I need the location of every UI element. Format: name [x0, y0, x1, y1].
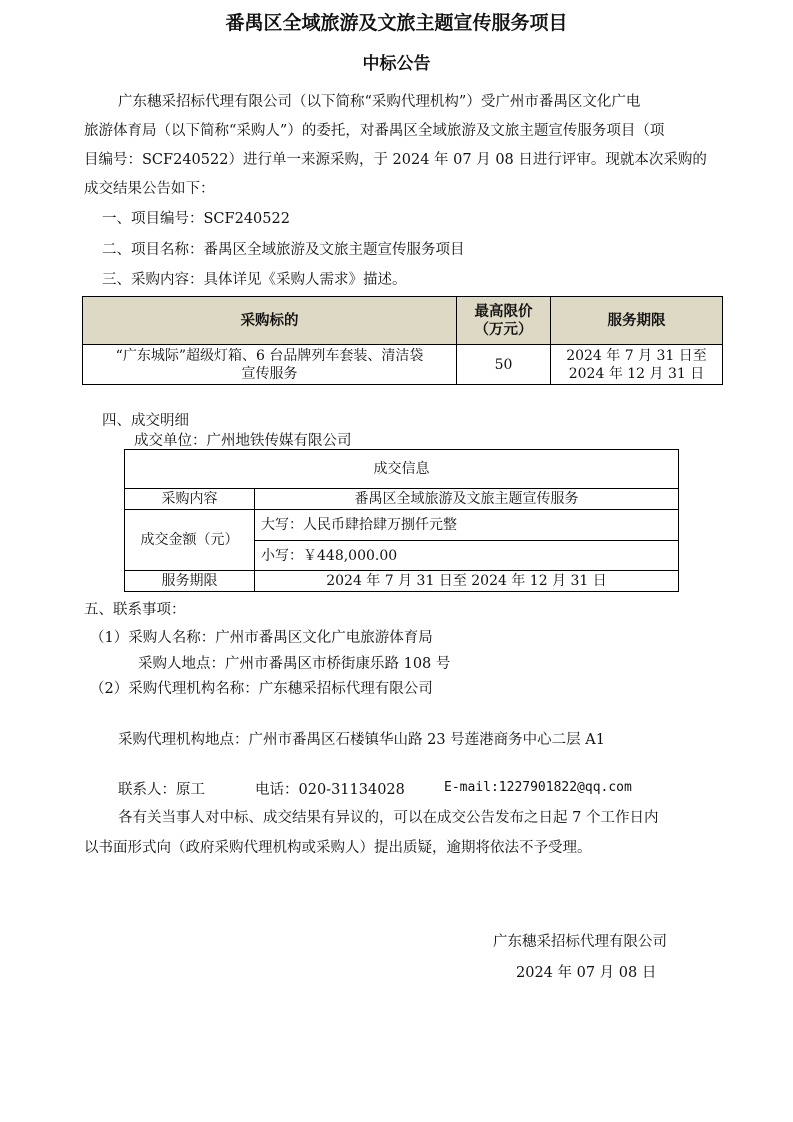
amount-upper: 大写：人民币肆拾肆万捌仟元整	[255, 510, 679, 541]
cell-period-line1: 2024 年 7 月 31 日至	[566, 347, 707, 364]
cell-period-line2: 2024 年 12 月 31 日	[568, 365, 705, 382]
cell-subject-line1: “广东城际”超级灯箱、6 台品牌列车套装、清洁袋	[115, 347, 424, 364]
document-subtitle: 中标公告	[362, 54, 431, 74]
cell-price: 50	[457, 345, 551, 385]
table-header-row	[83, 297, 723, 345]
document-title: 番禺区全域旅游及文旅主题宣传服务项目	[225, 12, 568, 34]
intro-line-2: 旅游体育局（以下简称“采购人”）的委托，对番禺区全域旅游及文旅主题宣传服务项目（项	[84, 123, 665, 139]
content-value: 番禺区全域旅游及文旅主题宣传服务	[255, 489, 679, 510]
amount-lower: 小写：￥448,000.00	[255, 541, 679, 571]
section5-heading: 五、联系事项：	[84, 602, 186, 618]
header-service-period: 服务期限	[551, 297, 723, 345]
agency-address: 采购代理机构地点：广州市番禺区石楼镇华山路 23 号莲港商务中心二层 A1	[118, 732, 605, 748]
period-label: 服务期限	[125, 571, 255, 592]
intro-paragraph	[84, 88, 724, 204]
project-name: 二、项目名称：番禺区全域旅游及文旅主题宣传服务项目	[102, 242, 465, 258]
deal-info-table	[124, 449, 679, 592]
header-subject: 采购标的	[83, 297, 457, 345]
intro-line-4: 成交结果公告如下：	[84, 181, 215, 197]
header-max-price	[457, 297, 551, 345]
cell-period	[551, 345, 723, 385]
procurement-content: 三、采购内容：具体详见《采购人需求》描述。	[102, 272, 407, 288]
cell-subject-line2: 宣传服务	[241, 365, 298, 382]
agency-name: （2）采购代理机构名称：广东穗采招标代理有限公司	[90, 681, 433, 697]
contact-phone: 电话：020-31134028	[255, 782, 405, 798]
notice-line-1: 各有关当事人对中标、成交结果有异议的，可以在成交公告发布之日起 7 个工作日内	[118, 810, 659, 826]
deal-info-title: 成交信息	[125, 450, 679, 489]
header-max-price-line2: （万元）	[474, 321, 533, 338]
intro-line-1: 广东穗采招标代理有限公司（以下简称“采购代理机构”）受广州市番禺区文化广电	[118, 94, 641, 110]
table-row	[83, 345, 723, 385]
signature-org: 广东穗采招标代理有限公司	[493, 934, 667, 950]
cell-subject	[83, 345, 457, 385]
buyer-address: 采购人地点：广州市番禺区市桥街康乐路 108 号	[138, 656, 451, 672]
winning-bidder: 成交单位：广州地铁传媒有限公司	[134, 433, 352, 449]
buyer-name: （1）采购人名称：广州市番禺区文化广电旅游体育局	[90, 630, 433, 646]
period-value: 2024 年 7 月 31 日至 2024 年 12 月 31 日	[255, 571, 679, 592]
amount-label: 成交金额（元）	[125, 510, 255, 571]
content-label: 采购内容	[125, 489, 255, 510]
contact-person: 联系人：原工	[118, 782, 205, 798]
signature-date: 2024 年 07 月 08 日	[516, 965, 657, 981]
header-max-price-line1: 最高限价	[474, 303, 533, 320]
section4-heading: 四、成交明细	[102, 413, 189, 429]
contact-email: E-mail:1227901822@qq.com	[444, 780, 632, 795]
project-number: 一、项目编号：SCF240522	[102, 211, 290, 227]
procurement-table	[82, 296, 723, 385]
intro-line-3: 目编号：SCF240522）进行单一来源采购，于 2024 年 07 月 08 日进行评审。现就本次采购的	[84, 152, 707, 168]
notice-line-2: 以书面形式向（政府采购代理机构或采购人）提出质疑，逾期将依法不予受理。	[84, 840, 592, 856]
